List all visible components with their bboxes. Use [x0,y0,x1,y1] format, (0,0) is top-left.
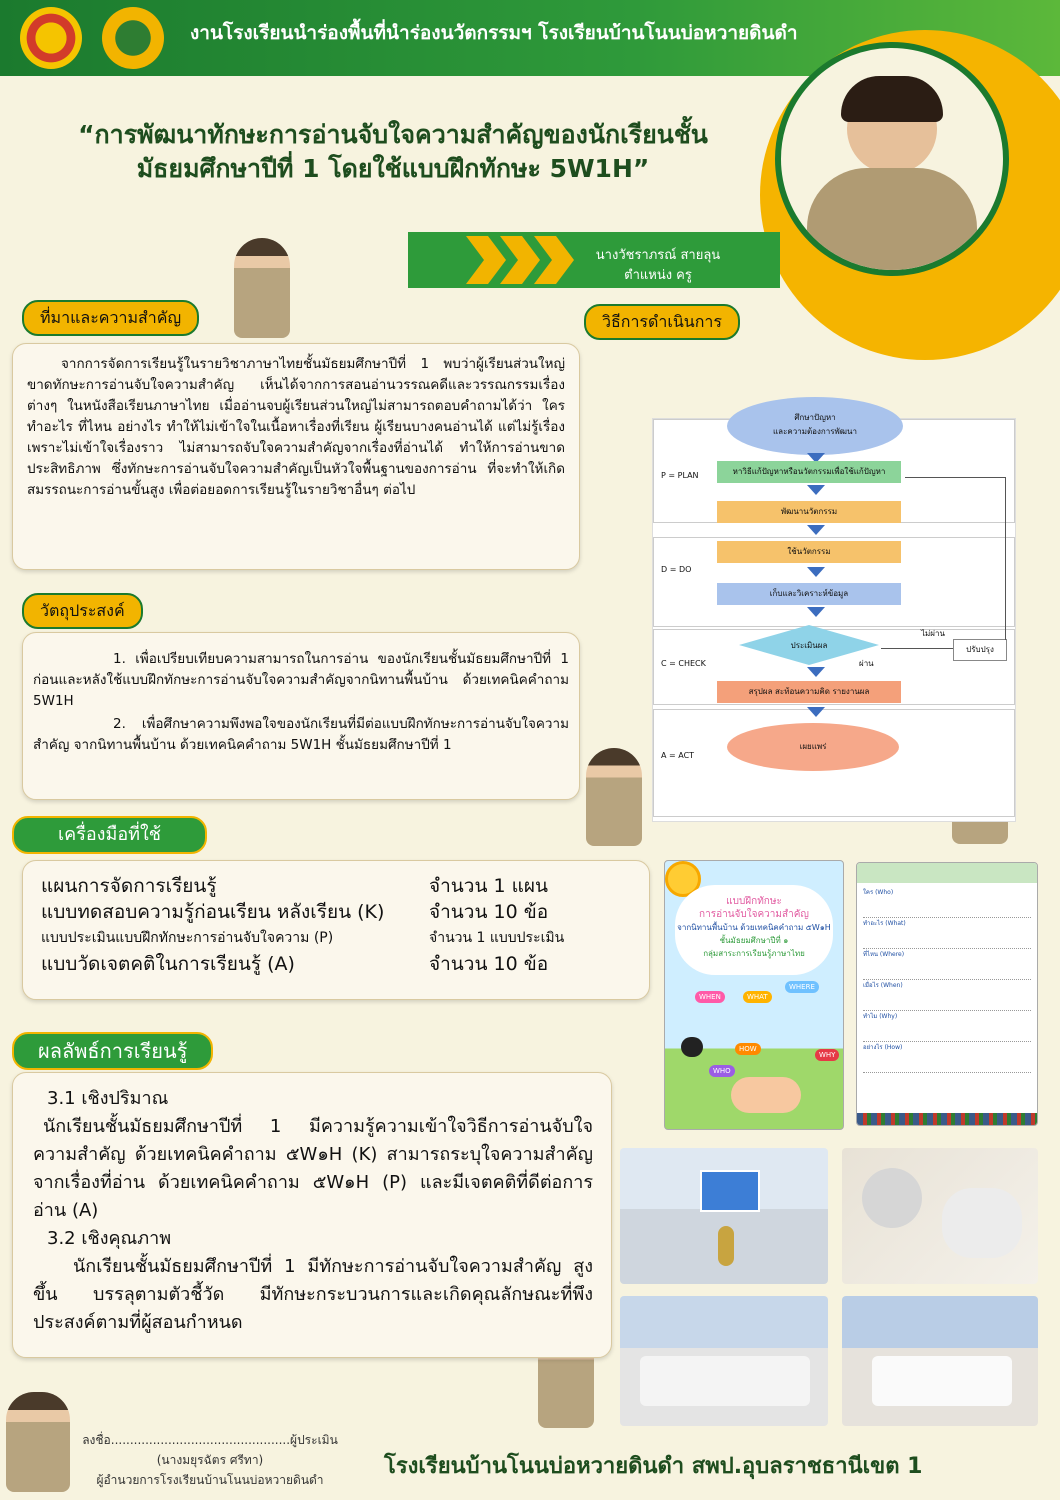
tools-box [22,860,650,1000]
exercise-book-cover [664,860,844,1130]
label-act: A = ACT [661,751,695,760]
flow-step-5: เก็บและวิเคราะห์ข้อมูล [717,583,901,605]
flow-step-2: หาวิธีแก้ปัญหาหรือนวัตกรรมเพื่อใช้แก้ปัญหา [717,461,901,483]
classroom-photo [842,1148,1038,1284]
tool-row [41,951,641,977]
flow-step-1b: และความต้องการพัฒนา [773,427,857,436]
worksheet-page [856,862,1038,1126]
section-heading-results: ผลลัพธ์การเรียนรู้ [12,1032,213,1070]
tool-item: แผนการจัดการเรียนรู้ [41,875,217,897]
objectives-box [22,632,580,800]
book-title-1: แบบฝึกทักษะ [726,896,782,907]
section-heading-background: ที่มาและความสำคัญ [22,300,199,336]
classroom-photo [842,1296,1038,1426]
author-name: นางวัชราภรณ์ สายลุน [595,248,721,263]
title-line-2: มัธยมศึกษาปีที่ 1 โดยใช้แบบฝึกทักษะ 5W1H” [136,154,650,183]
tool-row [41,873,641,899]
results-quality-heading: 3.2 เชิงคุณภาพ [47,1228,172,1249]
section-heading-tools: เครื่องมือที่ใช้ [12,816,207,854]
school-logo-icon [20,7,82,69]
cat-icon [681,1037,703,1057]
word-bubble: WHO [709,1065,735,1077]
teacher-photo [775,42,1009,276]
word-bubble: WHY [815,1049,839,1061]
flow-pass: ผ่าน [859,659,874,668]
results-box [12,1072,612,1358]
tool-row [41,899,641,925]
author-position: ตำแหน่ง ครู [624,268,692,283]
objective-2: 2. เพื่อศึกษาความพึงพอใจของนักเรียนที่มีต่อแบบฝึกทักษะการอ่านจับใจความสำคัญ จากนิทานพื้นบ้าน ด้วยเทคนิคคำถาม 5W1H ชั้นมัธยมศึกษาปีที่ 1 [33,716,569,753]
flow-fix: ปรับปรุง [953,639,1007,661]
tool-qty: จำนวน 1 แผน [429,875,548,897]
book-group: กลุ่มสาระการเรียนรู้ภาษาไทย [703,949,805,958]
worksheet-row: ทำไม (Why) [863,1011,1031,1042]
tool-qty: จำนวน 10 ข้อ [429,953,549,975]
results-quantity-heading: 3.1 เชิงปริมาณ [47,1088,169,1109]
flow-fail: ไม่ผ่าน [921,629,945,638]
worksheet-row: ทำอะไร (What) [863,918,1031,949]
district-logo-icon [102,7,164,69]
signature-role: ผู้อำนวยการโรงเรียนบ้านโนนบ่อหวายดินดำ [96,1473,324,1487]
tool-qty: จำนวน 10 ข้อ [429,901,549,923]
classroom-photo [620,1148,828,1284]
book-subtitle: จากนิทานพื้นบ้าน ด้วยเทคนิคคำถาม ๕W๑H [677,923,831,932]
footer-school: โรงเรียนบ้านโนนบ่อหวายดินดำ สพป.อุบลราชธานีเขต 1 [384,1454,923,1479]
objective-1: 1. เพื่อเปรียบเทียบความสามารถในการอ่าน ของนักเรียนชั้นมัธยมศึกษาปีที่ 1 ก่อนและหลังใช้แบบฝึกทักษะการอ่านจับใจความสำคัญจากนิทานพื้นบ้าน ด้วยเทคนิคคำถาม 5W1H [33,651,569,709]
label-plan: P = PLAN [661,471,699,480]
word-bubble: WHAT [743,991,772,1003]
chevron-arrows-icon [466,236,576,284]
section-heading-method: วิธีการดำเนินการ [584,304,740,340]
title-line-1: “การพัฒนาทักษะการอ่านจับใจความสำคัญของนักเรียนชั้น [78,120,708,149]
teacher-figure [234,238,290,338]
header-title: งานโรงเรียนนำร่องพื้นที่นำร่องนวัตกรรมฯ โรงเรียนบ้านโนนบ่อหวายดินดำ [190,22,798,44]
children-reading-icon [731,1077,801,1113]
flow-start-ellipse [727,397,903,455]
section-heading-objectives: วัตถุประสงค์ [22,593,143,629]
results-quantity-text: นักเรียนชั้นมัธยมศึกษาปีที่ 1 มีความรู้ความเข้าใจวิธีการอ่านจับใจความสำคัญ ด้วยเทคนิคคำถาม ๕W๑H (K) สามารถระบุใจความสำคัญจากเรื่องที่อ่าน ด้วยเทคนิคคำถาม ๕W๑H (P) และมีเจตคติที่ดีต่อการอ่าน (A) [33,1116,593,1221]
flow-step-6: ประเมินผล [790,641,828,650]
label-do: D = DO [661,565,692,574]
book-grade: ชั้นมัธยมศึกษาปีที่ ๑ [719,936,789,945]
worksheet-row: เมื่อไร (When) [863,980,1031,1011]
signature-block [60,1430,360,1490]
worksheet-row: อย่างไร (How) [863,1042,1031,1073]
flow-step-3: พัฒนานวัตกรรม [717,501,901,523]
flow-step-8: เผยแพร่ [727,723,899,771]
tool-qty: จำนวน 1 แบบประเมิน [429,930,565,946]
tool-row [41,925,641,951]
book-title-2: การอ่านจับใจความสำคัญ [699,909,809,920]
signature-line: ลงชื่อ...............................................ผู้ประเมิน [82,1433,338,1447]
word-bubble: WHEN [695,991,725,1003]
author-info [568,246,748,286]
word-bubble: HOW [735,1043,761,1055]
results-quality-text: นักเรียนชั้นมัธยมศึกษาปีที่ 1 มีทักษะการอ่านจับใจความสำคัญ สูงขึ้น บรรลุตามตัวชี้วัด มีทักษะกระบวนการและเกิดคุณลักษณะที่พึงประสงค์ตามที่ผู้สอนกำหนด [33,1256,593,1333]
teacher-figure [586,748,642,846]
worksheet-row: ใคร (Who) [863,887,1031,918]
tools-list [41,873,641,977]
flow-step-1: ศึกษาปัญหา [794,413,836,422]
background-box [12,343,580,570]
tool-item: แบบประเมินแบบฝึกทักษะการอ่านจับใจความ (P) [41,930,334,946]
tool-item: แบบวัดเจตคติในการเรียนรู้ (A) [41,953,295,975]
flow-step-7: สรุปผล สะท้อนความคิด รายงานผล [717,681,901,703]
pdca-flowchart [652,413,1016,822]
label-check: C = CHECK [661,659,706,668]
tool-item: แบบทดสอบความรู้ก่อนเรียน หลังเรียน (K) [41,901,385,923]
signature-name: (นางมยุรฉัตร ศรีทา) [156,1453,264,1467]
word-bubble: WHERE [785,981,819,993]
poster-title [28,118,758,186]
worksheet-row: ที่ไหน (Where) [863,949,1031,980]
background-text: จากการจัดการเรียนรู้ในรายวิชาภาษาไทยชั้นมัธยมศึกษาปีที่ 1 พบว่าผู้เรียนส่วนใหญ่ขาดทักษะการอ่านจับใจความสำคัญ เห็นได้จากการสอนอ่านวรรณคดีและวรรณกรรมเรื่องต่างๆ ในหนังสือเรียนภาษาไทย เมื่ออ่านจบผู้เรียนส่วนใหญ่ไม่สามารถตอบคำถามได้ว่า ใคร ทำอะไร ที่ไหน อย่างไร ทำให้ไม่เข้าใจในเนื้อหาเรื่องที่เรียน ผู้เรียนบางคนอ่านได้ แต่ไม่รู้เรื่อง เพราะไม่เข้าใจเรื่องราว ไม่สามารถจับใจความสำคัญจากเรื่องที่อ่านได้ ทำให้การอ่านขาดประสิทธิภาพ ซึ่งทักษะการอ่านจับใจความสำคัญเป็นหัวใจพื้นฐานของการอ่าน ที่จะทำให้เกิดสมรรถนะการอ่านขั้นสูง เพื่อต่อยอดการเรียนรู้ในรายวิชาอื่นๆ ต่อไป [27,356,565,498]
flow-step-4: ใช้นวัตกรรม [717,541,901,563]
classroom-photo [620,1296,828,1426]
